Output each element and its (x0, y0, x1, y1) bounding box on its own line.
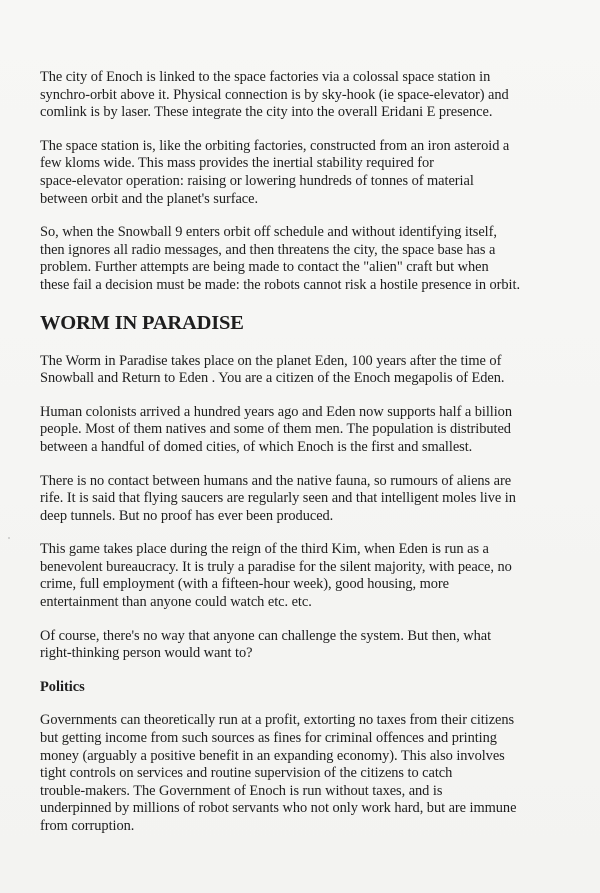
text-line: Governments can theoretically run at a profit, extorting no taxes from their citizens (40, 712, 515, 729)
text-line: but getting income from such sources as fines for criminal offences and printing (40, 730, 497, 747)
text-line: The space station is, like the orbiting factories, constructed from an iron asteroid a (40, 137, 510, 154)
text-line: Human colonists arrived a hundred years ago and Eden now supports half a billion (40, 403, 512, 420)
text-line: benevolent bureaucracy. It is truly a paradise for the silent majority, with peace, no (40, 558, 512, 575)
text-line: The city of Enoch is linked to the space factories via a colossal space station in (40, 69, 491, 85)
text-line: right-thinking person would want to? (40, 645, 253, 662)
intro-paragraph-1 (40, 69, 560, 122)
section-paragraph-2 (40, 404, 560, 457)
text-line: money (arguably a positive benefit in an expanding economy). This also involves (40, 747, 505, 764)
text-line: crime, full employment (with a fifteen-hour week), good housing, more (40, 576, 449, 593)
text-line: trouble-makers. The Government of Enoch is run without taxes, and is (40, 782, 443, 799)
text-line: There is no contact between humans and the native fauna, so rumours of aliens are (40, 472, 512, 489)
text-line: space-elevator operation: raising or lowering hundreds of tonnes of material (40, 172, 474, 189)
intro-paragraph-2 (40, 138, 560, 208)
section-paragraph-1 (40, 353, 560, 388)
text-line: Snowball and Return to Eden . You are a citizen of the Enoch megapolis of Eden. (40, 370, 505, 387)
text-line: rife. It is said that flying saucers are regularly seen and that intelligent moles live in (40, 490, 516, 507)
text-line: people. Most of them natives and some of them men. The population is distributed (40, 421, 511, 438)
text-line: problem. Further attempts are being made to contact the "alien" craft but when (40, 259, 489, 276)
section-paragraph-5 (40, 628, 560, 663)
intro-paragraph-3 (40, 224, 560, 294)
text-line: comlink is by laser. These integrate the city into the overall Eridani E presence. (40, 104, 493, 121)
text-line: synchro-orbit above it. Physical connection is by sky-hook (ie space-elevator) and (40, 86, 509, 103)
text-line: Of course, there's no way that anyone can challenge the system. But then, what (40, 627, 492, 644)
scan-speck (8, 537, 10, 539)
text-line: This game takes place during the reign of the third Kim, when Eden is run as a (40, 541, 489, 558)
text-line: deep tunnels. But no proof has ever been produced. (40, 507, 334, 524)
section-title: WORM IN PARADISE (40, 311, 244, 334)
text-line: between orbit and the planet's surface. (40, 190, 259, 207)
section-paragraph-3 (40, 473, 560, 526)
section-paragraph-4 (40, 541, 560, 611)
text-line: entertainment than anyone could watch etc. etc. (40, 594, 312, 611)
text-line: few kloms wide. This mass provides the inertial stability required for (40, 155, 434, 172)
page-content (40, 69, 560, 852)
text-line: between a handful of domed cities, of which Enoch is the first and smallest. (40, 438, 473, 455)
text-line: The Worm in Paradise takes place on the planet Eden, 100 years after the time of (40, 352, 502, 369)
politics-paragraph-1 (40, 712, 560, 835)
text-line: then ignores all radio messages, and then threatens the city, the space base has a (40, 241, 496, 258)
text-line: these fail a decision must be made: the robots cannot risk a hostile presence in orbit. (40, 276, 520, 293)
politics-heading: Politics (40, 678, 85, 695)
text-line: So, when the Snowball 9 enters orbit off schedule and without identifying itself, (40, 224, 497, 241)
text-line: from corruption. (40, 818, 135, 834)
text-line: tight controls on services and routine supervision of the citizens to catch (40, 765, 453, 782)
text-line: underpinned by millions of robot servants who not only work hard, but are immune (40, 800, 517, 817)
